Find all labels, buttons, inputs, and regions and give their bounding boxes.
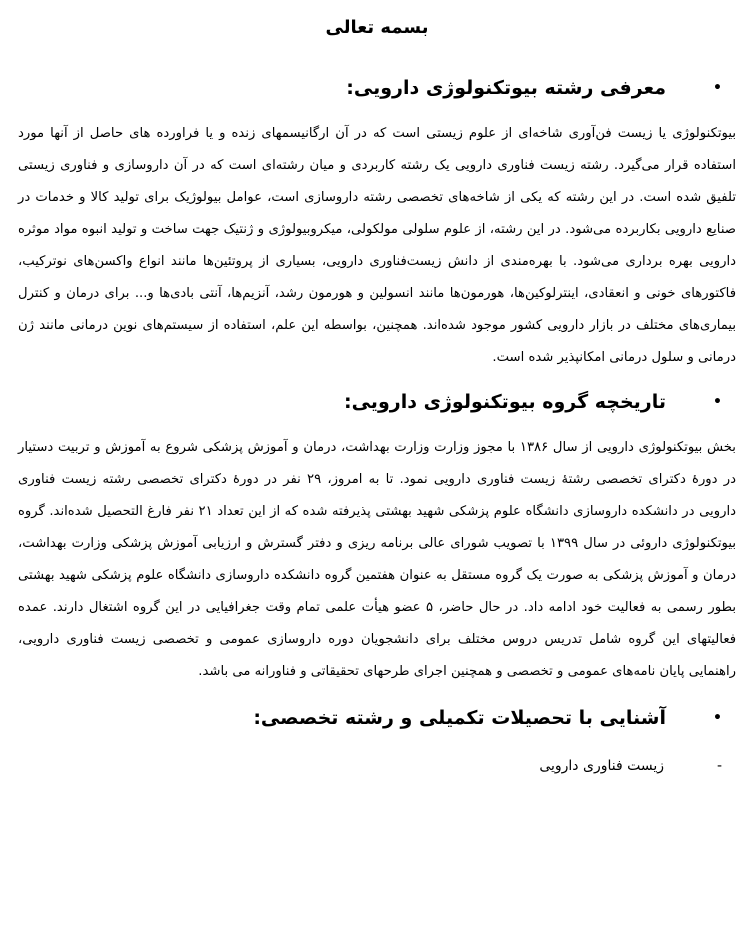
section-heading-introduction [18,68,736,108]
section-heading-text: آشنایی با تحصیلات تکمیلی و رشته تخصصی: [253,707,666,729]
section-heading-graduate-studies [18,698,736,738]
section-graduate-studies [18,698,736,782]
bullet-icon: • [713,394,722,410]
dash-icon: - [716,758,722,774]
section-heading-text: معرفی رشته بیوتکنولوژی دارویی: [346,77,666,99]
introduction-paragraph: بیوتکنولوژی یا زیست فن‌آوری شاخه‌ای از علوم زیستی است که در آن ارگانیسمهای زنده و یا فراورده های حاصل از آنها مورد استفاده قرار می‌گیرد. رشته زیست فناوری دارویی یک رشته کاربردی و میان رشته‌ای است که در آن داروسازی و فناوری زیستی تلفیق شده است. در این رشته که یکی از شاخه‌های تخصصی رشته داروسازی است، عوامل بیولوژیک برای تولید کالا و خدمات در صنایع دارویی بکاربرده می‌شود. در این رشته، از علوم سلولی مولکولی، میکروبیولوژی و ژنتیک جهت ساخت و تولید انبوه مواد موثره دارویی بهره برداری می‌شود. با بهره‌مندی از دانش زیست‌فناوری دارویی، بسیاری از پروتئین‌ها مانند انواع واکسن‌های نوترکیب، فاکتورهای خونی و انعقادی، اینترلوکین‌ها، هورمون‌ها مانند انسولین و هورمون رشد، آنزیم‌ها، آنتی بادی‌ها و... برای درمان و کنترل بیماری‌های مختلف در بازار دارویی کشور موجود شده‌اند. همچنین، بواسطه این علم، استفاده از سیستم‌های نوین درمانی مانند ژن درمانی و سلول درمانی امکانپذیر شده است. [18,126,736,365]
bullet-icon: • [713,80,722,96]
document-body [18,8,736,782]
section-introduction [18,68,736,374]
specialty-list [18,750,736,782]
list-item [18,750,736,782]
section-heading-history [18,382,736,422]
section-history [18,382,736,688]
section-heading-text: تاریخچه گروه بیوتکنولوژی دارویی: [343,391,666,413]
list-item-label: زیست فناوری دارویی [539,758,664,774]
document-title: بسمه تعالی [325,17,429,38]
history-paragraph: بخش بیوتکنولوژی دارویی از سال ۱۳۸۶ با مجوز وزارت وزارت بهداشت، درمان و آموزش پزشکی شروع به آموزش و تربیت دستیار در دورهٔ دکترای تخصصی رشتهٔ زیست فناوری دارویی نمود. تا به امروز، ۲۹ نفر در دورهٔ دکترای تخصصی رشته زیست فناوری دارویی در دانشکده داروسازی دانشگاه علوم پزشکی شهید بهشتی پذیرفته شده که از این تعداد ۲۱ نفر فارغ التحصیل شده‌اند. گروه بیوتکنولوژی داروئی در سال ۱۳۹۹ با تصویب شورای عالی برنامه ریزی و دفتر گسترش و ارزیابی آموزش پزشکی وزارت بهداشت، درمان و آموزش پزشکی به صورت یک گروه مستقل به عنوان هفتمین گروه دانشکده داروسازی دانشگاه علوم پزشکی شهید بهشتی بطور رسمی به فعالیت خود ادامه داد. در حال حاضر، ۵ عضو هیأت علمی تمام وقت جغرافیایی در این گروه اشتغال دارند. عمده فعالیتهای این گروه شامل تدریس دروس مختلف برای دانشجویان دوره داروسازی عمومی و تخصصی زیست فناوری دارویی، راهنمایی پایان نامه‌های عمومی و تخصصی و همچنین اجرای طرحهای تحقیقاتی و فناورانه می باشد. [18,440,737,679]
bullet-icon: • [713,710,722,726]
